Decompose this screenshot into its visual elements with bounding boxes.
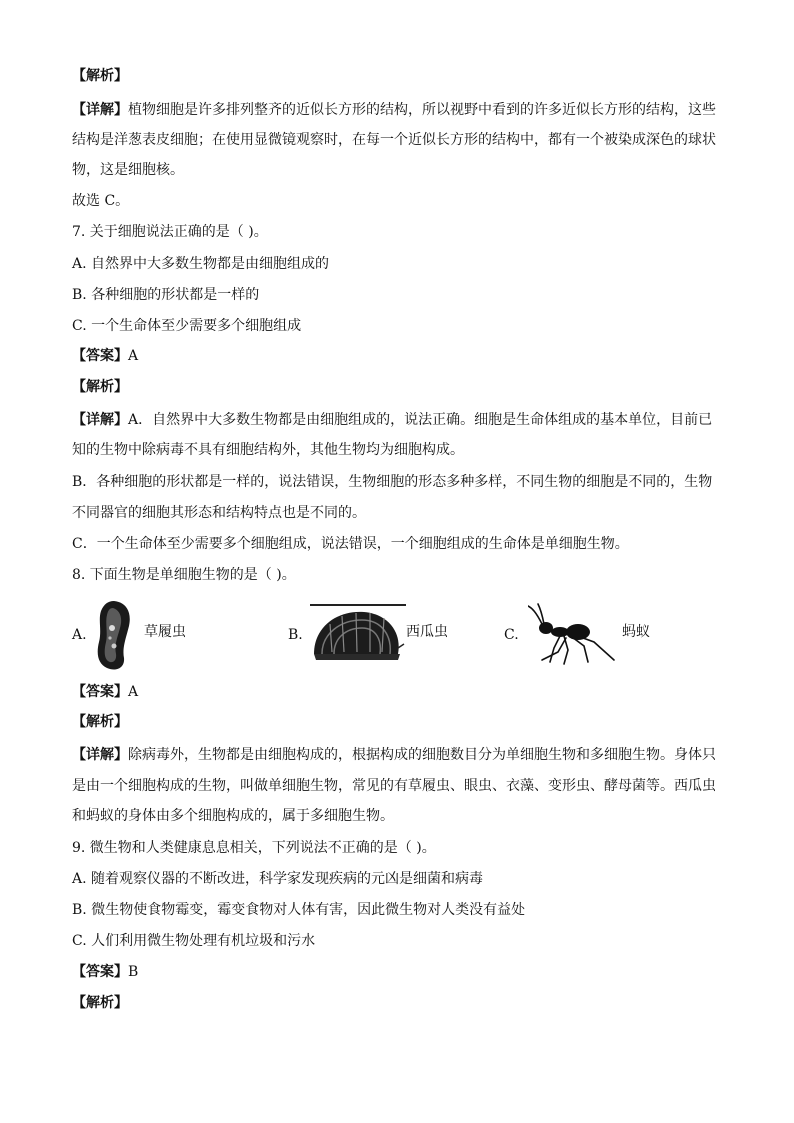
detail-paragraph: 【详解】除病毒外，生物都是由细胞构成的，根据构成的细胞数目分为单细胞生物和多细胞生物。身体只 [72,747,716,763]
option-c: C. 一个生命体至少需要多个细胞组成 [72,318,302,334]
option-c: C. 人们利用微生物处理有机垃圾和污水 [72,933,316,949]
tag-label: 【详解】 [72,102,128,118]
text-line: C．一个生命体至少需要多个细胞组成，说法错误，一个细胞组成的生命体是单细胞生物。 [72,536,629,552]
question-8: 8. 下面生物是单细胞生物的是（ )。 [72,567,296,583]
analysis-heading [72,66,732,86]
text-line: 结构是洋葱表皮细胞；在使用显微镜观察时，在每一个近似长方形的结构中，都有一个被染成深色的球状 [72,132,716,148]
tag-label: 【解析】 [72,68,128,84]
choice-a: A. 草履虫 [72,598,272,673]
picture-choices [72,598,732,673]
question-9: 9. 微生物和人类健康息息相关，下列说法不正确的是（ )。 [72,840,436,856]
question-7: 7. 关于细胞说法正确的是（ )。 [72,224,268,240]
pill-bug-icon [310,604,406,666]
choice-b: B. 西瓜虫 [288,598,488,673]
text-line: 不同器官的细胞其形态和结构特点也是不同的。 [72,505,366,521]
option-b: B. 各种细胞的形状都是一样的 [72,287,260,303]
answer-line: 【答案】A [72,348,139,364]
detail-paragraph: 【详解】植物细胞是许多排列整齐的近似长方形的结构，所以视野中看到的许多近似长方形的结构，这些 [72,102,716,118]
answer-line: 【答案】A [72,684,139,700]
answer-choice-line: 故选 C。 [72,193,130,209]
option-a: A. 随着观察仪器的不断改进，科学家发现疾病的元凶是细菌和病毒 [72,871,484,887]
text-line: 是由一个细胞构成的生物，叫做单细胞生物，常见的有草履虫、眼虫、衣藻、变形虫、酵母菌等。西瓜虫 [72,778,716,794]
detail-paragraph: 【详解】A．自然界中大多数生物都是由细胞组成的，说法正确。细胞是生命体组成的基本单位，目前已 [72,412,713,428]
text-line: 知的生物中除病毒不具有细胞结构外，其他生物均为细胞构成。 [72,442,464,458]
choice-c: C. 蚂蚁 [504,598,732,673]
option-b: B. 微生物使食物霉变，霉变食物对人体有害，因此微生物对人类没有益处 [72,902,526,918]
ant-icon [528,602,618,668]
analysis-heading: 【解析】 [72,714,128,730]
analysis-heading: 【解析】 [72,995,128,1011]
paramecium-icon [92,598,136,673]
answer-line: 【答案】B [72,964,139,980]
option-a: A. 自然界中大多数生物都是由细胞组成的 [72,256,330,272]
text-line: 和蚂蚁的身体由多个细胞构成的，属于多细胞生物。 [72,808,394,824]
analysis-heading: 【解析】 [72,379,128,395]
text-line: 物，这是细胞核。 [72,162,184,178]
text-line: B．各种细胞的形状都是一样的，说法错误，生物细胞的形态多种多样，不同生物的细胞是不同的，生物 [72,474,713,490]
